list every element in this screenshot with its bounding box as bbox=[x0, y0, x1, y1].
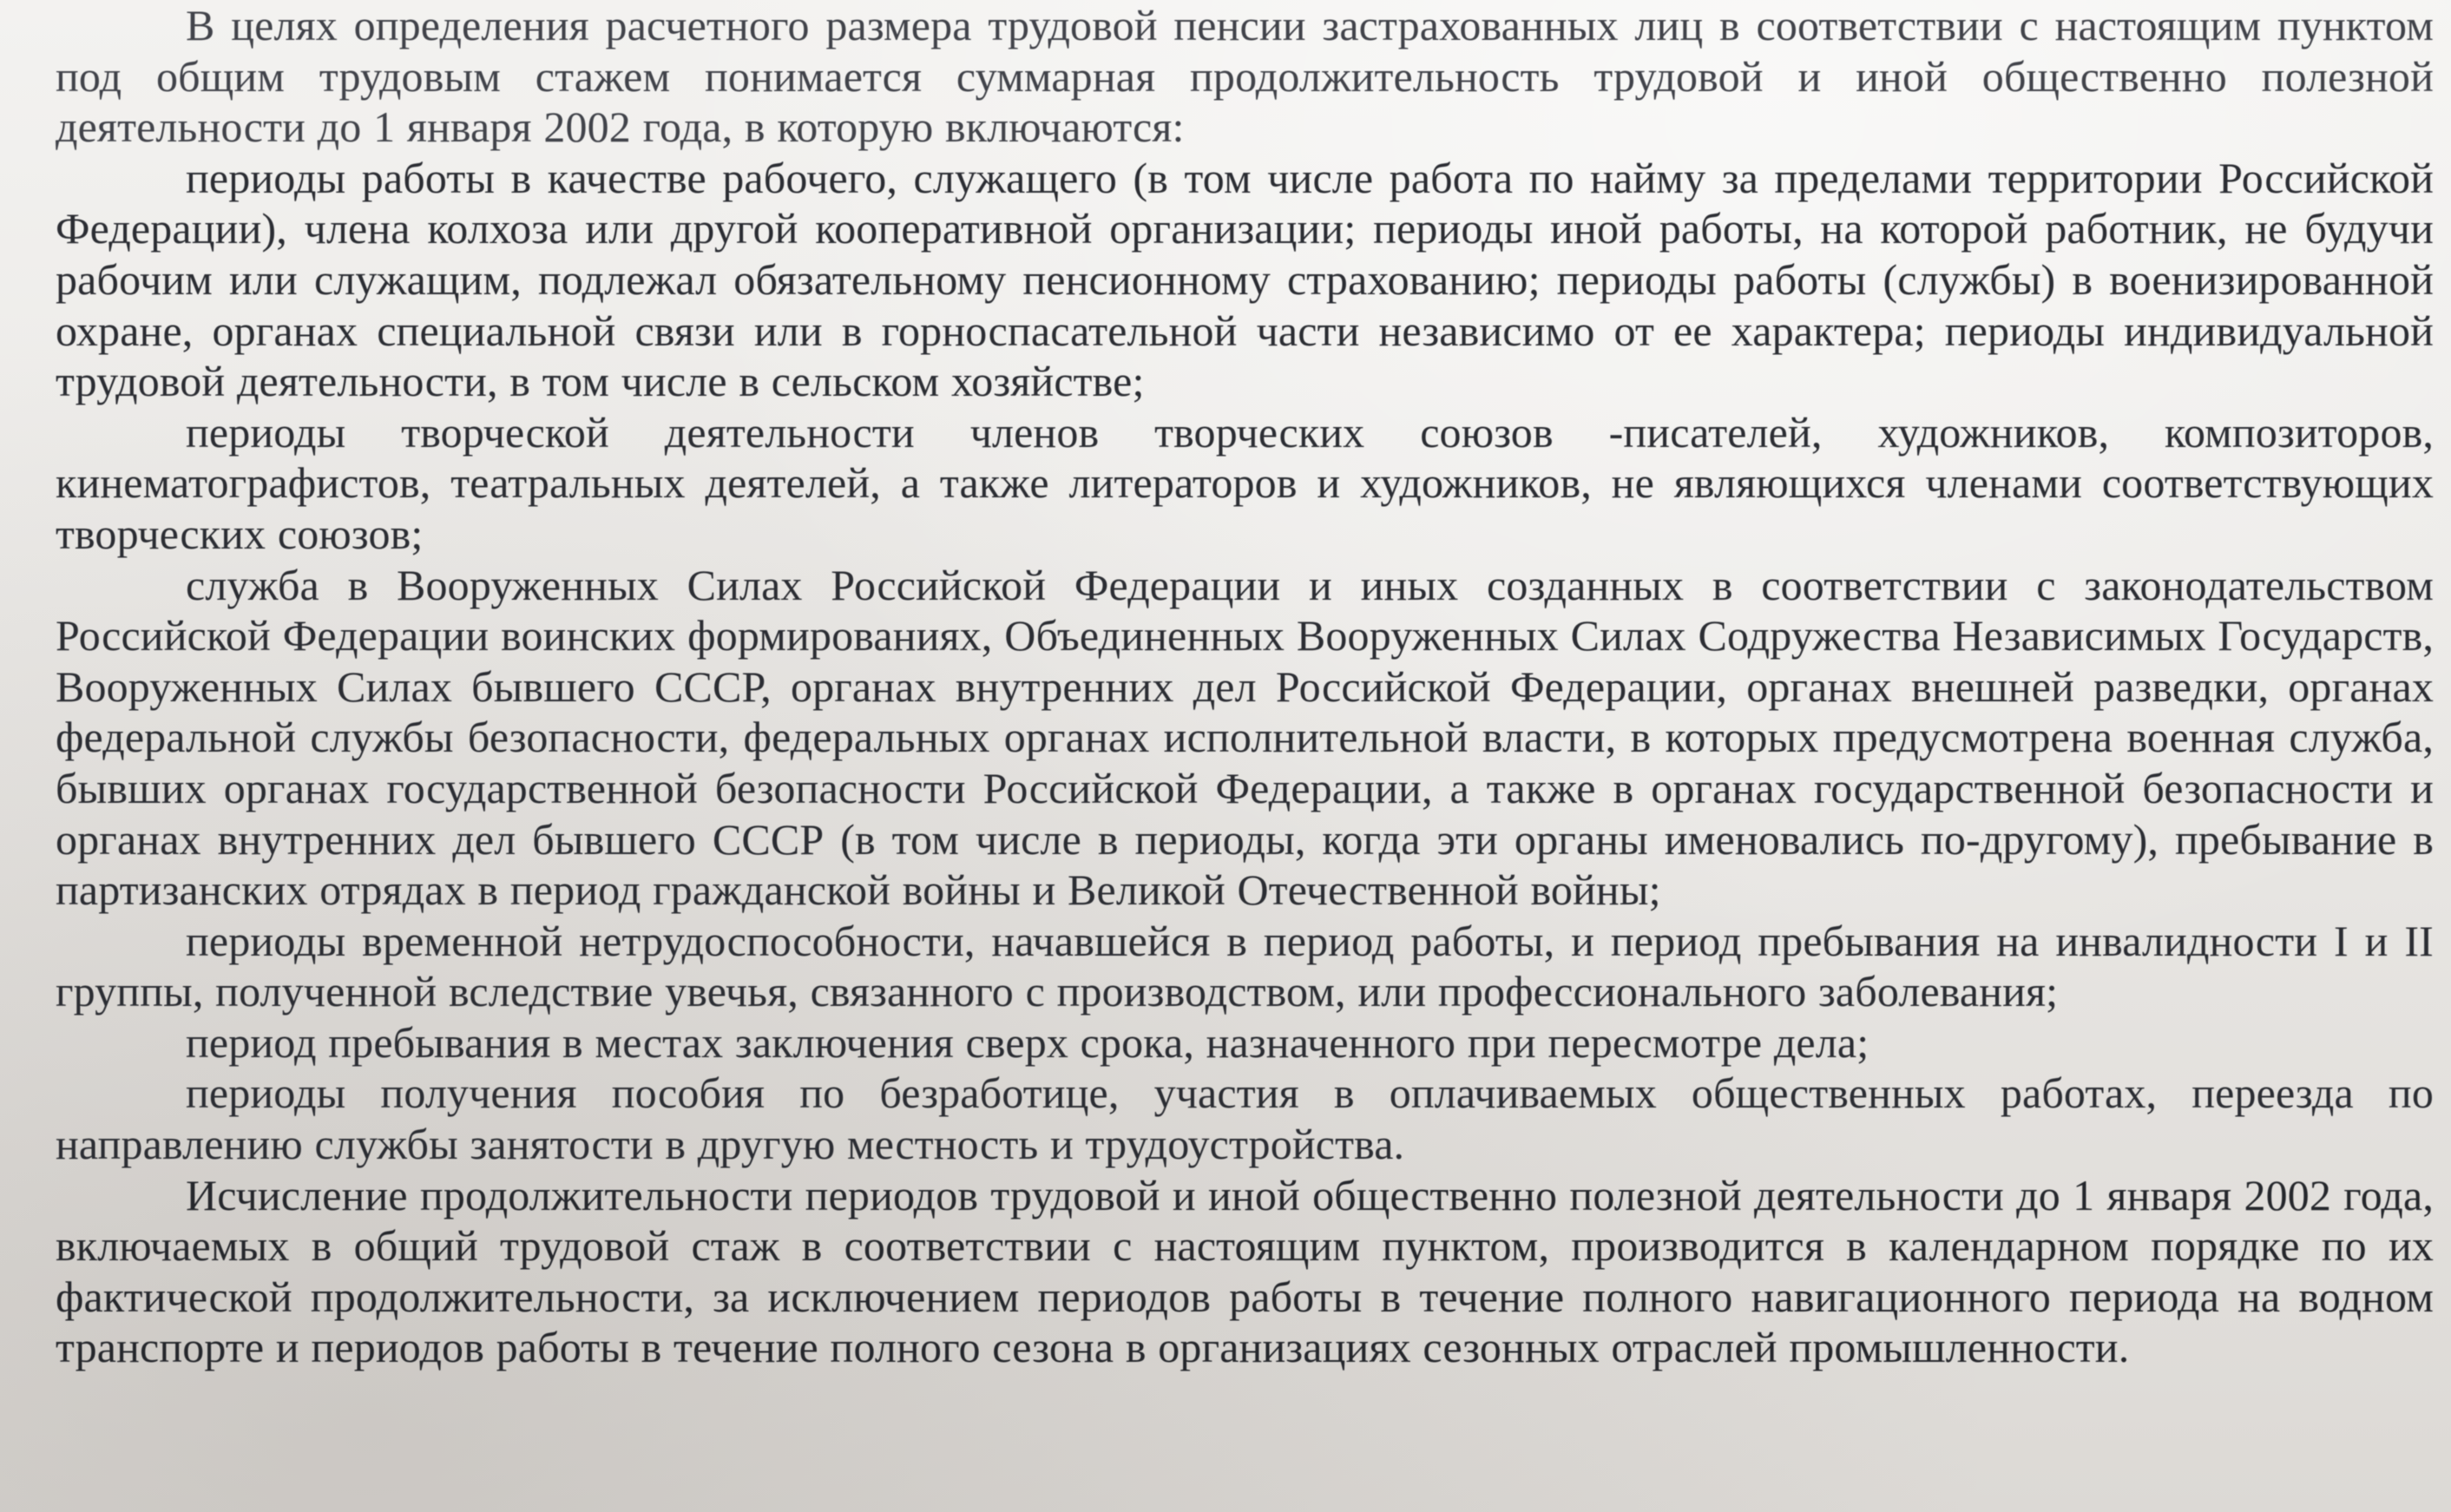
document-body bbox=[56, 0, 2434, 1373]
paragraph-work-periods: периоды работы в качестве рабочего, служащего (в том числе работа по найму за пределами территории Российской Федерации), члена колхоза или другой кооперативной организации; периоды иной работы, на которой работник, не будучи рабочим или служащим, подлежал обязательному пенсионному страхованию; периоды работы (службы) в военизированной охране, органах специальной связи или в горноспасательной части независимо от ее характера; периоды индивидуальной трудовой деятельности, в том числе в сельском хозяйстве; bbox=[56, 153, 2434, 406]
paragraph-calculation: Исчисление продолжительности периодов трудовой и иной общественно полезной деятельности до 1 января 2002 года, включаемых в общий трудовой стаж в соответствии с настоящим пунктом, производится в календарном порядке по их фактической продолжительности, за исключением периодов работы в течение полного навигационного периода на водном транспорте и периодов работы в течение полного сезона в организациях сезонных отраслей промышленности. bbox=[56, 1170, 2434, 1372]
paragraph-unemployment: периоды получения пособия по безработице, участия в оплачиваемых общественных работах, переезда по направлению службы занятости в другую местность и трудоустройства. bbox=[56, 1068, 2434, 1169]
paragraph-detention: период пребывания в местах заключения сверх срока, назначенного при пересмотре дела; bbox=[186, 1017, 1869, 1067]
paragraph-intro: В целях определения расчетного размера трудовой пенсии застрахованных лиц в соответствии с настоящим пунктом под общим трудовым стажем понимается суммарная продолжительность трудовой и иной общественно полезной деятельности до 1 января 2002 года, в которую включаются: bbox=[56, 1, 2434, 152]
paragraph-military-service: служба в Вооруженных Силах Российской Федерации и иных созданных в соответствии с законодательством Российской Федерации воинских формированиях, Объединенных Вооруженных Силах Содружества Независимых Государств, Вооруженных Силах бывшего СССР, органах внутренних дел Российской Федерации, органах внешней разведки, органах федеральной службы безопасности, федеральных органах исполнительной власти, в которых предусмотрена военная служба, бывших органах государственной безопасности Российской Федерации, а также в органах государственной безопасности и органах внутренних дел бывшего СССР (в том числе в периоды, когда эти органы именовались по-другому), пребывание в партизанских отрядах в период гражданской войны и Великой Отечественной войны; bbox=[56, 560, 2434, 915]
paragraph-disability: периоды временной нетрудоспособности, начавшейся в период работы, и период пребывания на инвалидности I и II группы, полученной вследствие увечья, связанного с производством, или профессионального заболевания; bbox=[56, 916, 2434, 1016]
paragraph-creative-activity: периоды творческой деятельности членов творческих союзов -писателей, художников, композиторов, кинематографистов, театральных деятелей, а также литераторов и художников, не являющихся членами соответствующих творческих союзов; bbox=[56, 407, 2434, 558]
